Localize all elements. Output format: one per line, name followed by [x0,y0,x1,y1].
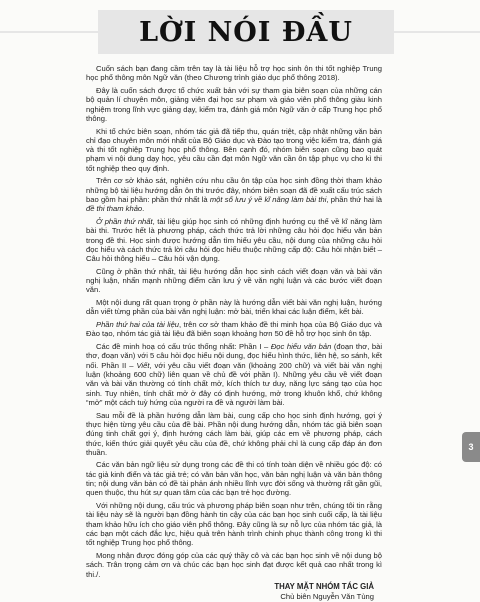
italic-text: đề thi tham khảo [86,204,143,214]
signature-title: THAY MẶT NHÓM TÁC GIẢ [274,582,374,592]
paragraph [86,320,382,339]
text-run: Sau mỗi đề là phần hướng dẫn làm bài, cung cấp cho học sinh định hướng, gợi ý thực hiện từng yêu cầu của đề bài. Phần nội dung hướng dẫn, nhóm tác giả biên soạn đúng tinh chất gợi ý, định hướng cách làm bài, giúp các em về phương pháp, cách thức, kiến thức giải quyết yêu cầu của đề, chứ không phải chỉ là cung cấp đáp án đơn thuần. [86,410,382,457]
text-run: (đoạn thơ, bài thơ, đoạn văn) với 5 câu hỏi đọc hiểu nội dung, đọc hiểu hình thức, liên hệ, so sánh, kết nối. Phần II – [86,342,383,370]
text-run: Cũng ở phần thứ nhất, tài liệu hướng dẫn học sinh cách viết đoạn văn và bài văn nghị luận, nhấn mạnh những điểm cần lưu ý về văn nghị luận và các bước viết đoạn văn. [86,266,382,295]
text-run: . [142,204,145,214]
paragraph [86,501,382,547]
paragraph [86,267,382,295]
paragraph [86,127,382,173]
text-run: Đây là cuốn sách được tổ chức xuất bản với sự tham gia biên soạn của những cán bộ quản lí chuyên môn, giảng viên đại học sư phạm và giáo viên phổ thông giàu kinh nghiệm trong lĩnh vực giảng dạy, kiểm tra, đánh giá môn Ngữ văn ở cấp Trung học phổ thông. [86,85,382,123]
paragraph-list [86,64,382,579]
text-run: , với yêu cầu viết đoạn văn (khoảng 200 chữ) và viết bài văn nghị luận (khoảng 600 chữ) liên quan về chủ đề với phần I). Những yêu cầu về viết đoạn văn và bài văn thường có tính chất mở, kích thích tư duy, năng lực sáng tạo của học sinh. Tuy nhiên, tính chất mở ở đây có định hướng, mở trong khuôn khổ, chứ không “mở” một cách tuỳ hứng của người ra đề và người làm bài. [86,360,382,407]
title-box [98,10,394,54]
paragraph [86,217,382,263]
text-run: Các văn bản ngữ liệu sử dụng trong các đề thi có tính toàn diện về nhiều góc độ: có tác giả kinh điển và tác giả trẻ; có văn bản văn học, văn bản nghị luận và văn bản thông tin; nội dung văn bản có đề tài phản ánh nhiều lĩnh vực đời sống và thường rất gần gũi, quen thuộc, thu hút sự quan tâm của các bạn trẻ học đường. [86,460,382,498]
page-title: LỜI NÓI ĐẦU [139,16,353,48]
page-number-tab [462,432,480,462]
text-run: Mong nhận được đóng góp của các quý thầy cô và các bạn học sinh về nội dung bộ sách. Trân trọng cảm ơn và chúc các bạn học sinh đạt được kết quả cao nhất trong kì thi./. [86,550,382,579]
italic-text: Ở phần thứ nhất [96,217,153,227]
text-run: Các đề minh hoạ có cấu trúc thống nhất: Phần I – [96,342,271,352]
text-run: , trên cơ sở tham khảo đề thi minh họa của Bộ Giáo dục và Đào tạo, nhóm tác giả tài liệu đã biên soạn khoảng hơn 50 đề hỗ trợ học sinh ôn tập. [86,320,382,339]
text-run: , phần thứ hai là [326,195,382,205]
paragraph [86,298,382,317]
preface-body [86,64,382,602]
text-run: , tài liệu giúp học sinh có những định hướng cụ thể về kĩ năng làm bài thi. Trước hết là phương pháp, cách thức trả lời những câu hỏi đọc hiểu văn bản trong đề thi. Học sinh được hướng dẫn tìm hiểu yêu cầu, nội dung của những câu hỏi đọc hiểu và cách thức trả lời câu hỏi đọc hiểu thuộc những cấp độ: Câu hỏi nhận biết – Câu hỏi thông hiểu – Câu hỏi vận dụng. [86,217,382,264]
italic-text: Phần thứ hai của tài liệu [96,320,180,330]
paragraph [86,64,382,83]
paragraph [86,86,382,123]
signature-block [86,582,382,602]
paragraph [86,342,382,407]
title-band [0,10,480,54]
text-run: Khi tổ chức biên soạn, nhóm tác giả đã tiếp thu, quán triệt, cập nhật những văn bản chỉ đạo chuyên môn mới nhất của Bộ Giáo dục và Đào tạo trong việc kiểm tra, đánh giá và thi tốt nghiệp Trung học phổ thông. Bên cạnh đó, nhóm biên soạn cũng bao quát phạm vi nội dung dạy học, yêu cầu cần đạt môn Ngữ văn cần ôn tập phục vụ cho kì thi tốt nghiệp theo quy định. [86,126,382,173]
page-number: 3 [468,442,474,452]
italic-text: Đọc hiểu văn bản [270,342,332,352]
paragraph [86,411,382,457]
text-run: Với những nội dung, cấu trúc và phương pháp biên soạn như trên, chúng tôi tin rằng tài liệu này sẽ là người bạn đồng hành tin cậy của các bạn học sinh cuối cấp, là tài liệu tham khảo hữu ích cho giáo viên phổ thông. Đây cũng là sự nỗ lực của nhóm tác giả, là các bạn một cách đắc lực, hiệu quả trên hành trình chinh phục thành công trong kì thi tốt nghiệp Trung học phổ thông. [86,501,382,548]
paragraph [86,460,382,497]
italic-text: Viết [136,360,150,370]
text-run: Trên cơ sở khảo sát, nghiên cứu nhu cầu ôn tập của học sinh đồng thời tham khảo những bộ tài liệu hướng dẫn ôn thi trước đây, nhóm biên soạn đã đề xuất cấu trúc sách bao gồm hai phần: phần thứ nhất là [86,176,382,205]
text-run: Một nội dung rất quan trọng ở phần này là hướng dẫn viết bài văn nghị luận, hướng dẫn viết từng phần của bài văn nghị luận: mở bài, triển khai các luận điểm, kết bài. [86,298,382,317]
paragraph [86,551,382,579]
italic-text: một số lưu ý về kĩ năng làm bài thi [209,195,327,205]
paragraph [86,176,382,213]
text-run: Cuốn sách bạn đang cầm trên tay là tài liệu hỗ trợ học sinh ôn thi tốt nghiệp Trung học phổ thông môn Ngữ văn (theo Chương trình giáo dục phổ thông 2018). [86,64,382,83]
signature-name: Chủ biên Nguyễn Văn Tùng [280,592,374,602]
